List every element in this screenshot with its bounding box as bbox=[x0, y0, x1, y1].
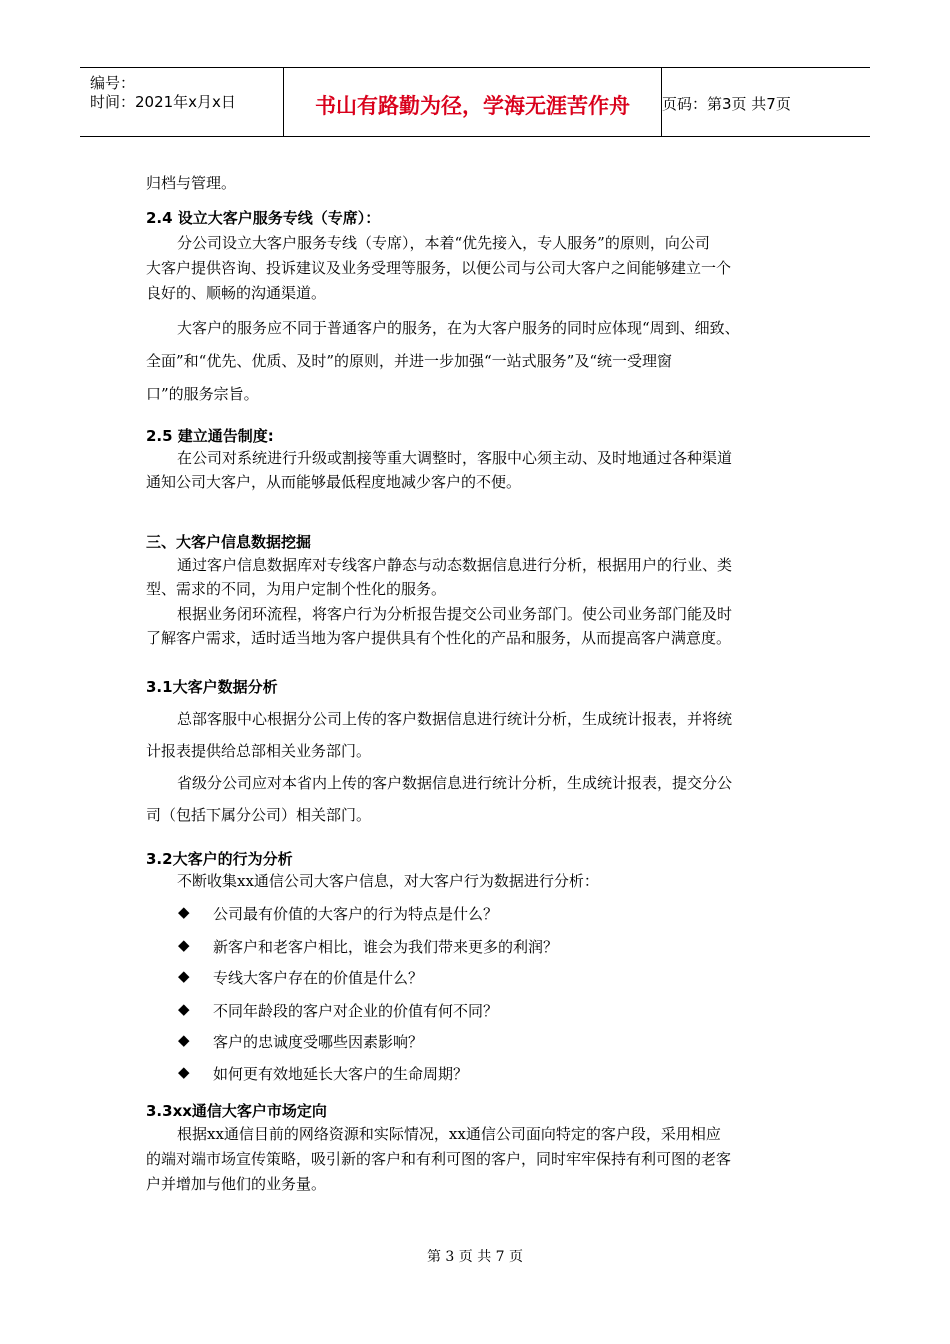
paragraph-line: 省级分公司应对本省内上传的客户数据信息进行统计分析，生成统计报表，提交分公 bbox=[177, 774, 733, 792]
heading-3-3: 3.3xx通信大客户市场定向 bbox=[146, 1102, 327, 1120]
paragraph-line: 根据业务闭环流程，将客户行为分析报告提交公司业务部门。使公司业务部门能及时 bbox=[177, 605, 733, 623]
paragraph-line: 口”的服务宗旨。 bbox=[146, 385, 259, 403]
paragraph-line: 良好的、顺畅的沟通渠道。 bbox=[146, 284, 327, 302]
paragraph-line: 总部客服中心根据分公司上传的客户数据信息进行统计分析，生成统计报表，并将统 bbox=[177, 710, 733, 728]
bullet-diamond-icon: ◆ bbox=[178, 1031, 190, 1049]
header-page-cell bbox=[662, 68, 870, 136]
paragraph-line: 不断收集xx通信公司大客户信息，对大客户行为数据进行分析： bbox=[177, 872, 599, 890]
header-motto: 书山有路勤为径，学海无涯苦作舟 bbox=[315, 94, 630, 118]
paragraph-continuation: 归档与管理。 bbox=[146, 174, 237, 192]
paragraph-line: 全面”和“优先、优质、及时”的原则，并进一步加强“一站式服务”及“统一受理窗 bbox=[146, 352, 673, 370]
heading-3-2: 3.2大客户的行为分析 bbox=[146, 850, 293, 868]
bullet-item: 如何更有效地延长大客户的生命周期？ bbox=[213, 1065, 469, 1083]
bullet-diamond-icon: ◆ bbox=[178, 1063, 190, 1081]
bullet-diamond-icon: ◆ bbox=[178, 1000, 190, 1018]
paragraph-line: 根据xx通信目前的网络资源和实际情况，xx通信公司面向特定的客户段，采用相应 bbox=[177, 1125, 721, 1143]
heading-2-4: 2.4 设立大客户服务专线（专席）： bbox=[146, 209, 381, 227]
paragraph-line: 型、需求的不同，为用户定制个性化的服务。 bbox=[146, 580, 447, 598]
bullet-item: 专线大客户存在的价值是什么？ bbox=[213, 969, 424, 987]
date-label: 时间：2021年x月x日 bbox=[90, 93, 236, 111]
bullet-diamond-icon: ◆ bbox=[178, 903, 190, 921]
paragraph-line: 通知公司大客户，从而能够最低程度地减少客户的不便。 bbox=[146, 473, 522, 491]
heading-3-1: 3.1大客户数据分析 bbox=[146, 678, 278, 696]
header-motto-cell bbox=[284, 68, 662, 136]
paragraph-line: 的端对端市场宣传策略，吸引新的客户和有利可图的客户，同时牢牢保持有利可图的老客 bbox=[146, 1150, 732, 1168]
bullet-diamond-icon: ◆ bbox=[178, 967, 190, 985]
paragraph-line: 计报表提供给总部相关业务部门。 bbox=[146, 742, 372, 760]
bullet-diamond-icon: ◆ bbox=[178, 936, 190, 954]
bullet-item: 新客户和老客户相比，谁会为我们带来更多的利润？ bbox=[213, 938, 559, 956]
bullet-item: 客户的忠诚度受哪些因素影响？ bbox=[213, 1033, 424, 1051]
paragraph-line: 大客户的服务应不同于普通客户的服务，在为大客户服务的同时应体现“周到、细致、 bbox=[177, 319, 740, 337]
page-footer: 第 3 页 共 7 页 bbox=[426, 1249, 524, 1265]
paragraph-line: 大客户提供咨询、投诉建议及业务受理等服务，以便公司与公司大客户之间能够建立一个 bbox=[146, 259, 732, 277]
number-label: 编号： bbox=[90, 74, 136, 92]
bullet-item: 不同年龄段的客户对企业的价值有何不同？ bbox=[213, 1002, 499, 1020]
page-header bbox=[80, 67, 870, 137]
paragraph-line: 户并增加与他们的业务量。 bbox=[146, 1175, 327, 1193]
paragraph-line: 了解客户需求，适时适当地为客户提供具有个性化的产品和服务，从而提高客户满意度。 bbox=[146, 629, 732, 647]
paragraph-line: 在公司对系统进行升级或割接等重大调整时，客服中心须主动、及时地通过各种渠道 bbox=[177, 449, 733, 467]
paragraph-line: 司（包括下属分公司）相关部门。 bbox=[146, 806, 372, 824]
header-meta-cell bbox=[80, 68, 284, 136]
heading-3: 三、大客户信息数据挖掘 bbox=[146, 533, 312, 551]
heading-2-5: 2.5 建立通告制度: bbox=[146, 427, 274, 445]
header-page-info: 页码：第3页 共7页 bbox=[662, 95, 791, 113]
paragraph-line: 通过客户信息数据库对专线客户静态与动态数据信息进行分析，根据用户的行业、类 bbox=[177, 556, 733, 574]
paragraph-line: 分公司设立大客户服务专线（专席），本着“优先接入，专人服务”的原则，向公司 bbox=[177, 234, 710, 252]
bullet-item: 公司最有价值的大客户的行为特点是什么？ bbox=[213, 905, 499, 923]
